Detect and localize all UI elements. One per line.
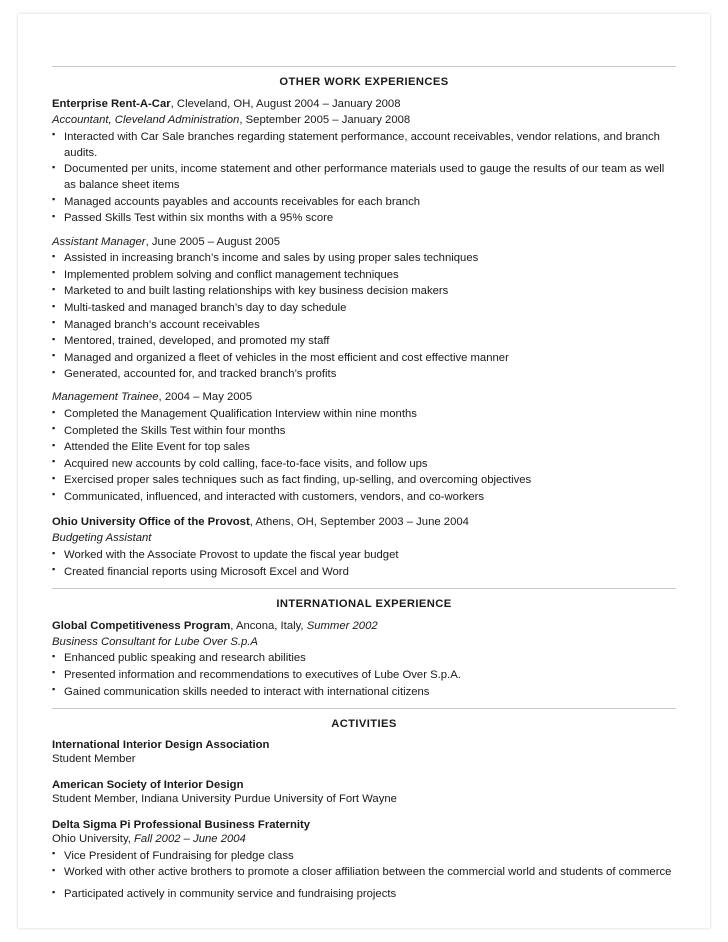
activity-detail [52,832,676,847]
activity-name: International Interior Design Association [52,738,270,751]
role-line-budgeting-assistant [52,531,676,546]
list-item: ▪ Generated, accounted for, and tracked branch’s profits [52,366,676,382]
list-item: ▪ Multi-tasked and managed branch’s day to day schedule [52,300,676,316]
role-line-business-consultant [52,635,676,650]
role-dates: , September 2005 – January 2008 [239,113,411,126]
role-title: Assistant Manager [52,235,146,248]
list-item: ▪ Managed branch’s account receivables [52,317,676,333]
role-title: Management Trainee [52,391,159,404]
activity-group-iida [52,739,676,767]
list-item: ▪ Managed accounts payables and accounts receivables for each branch [52,194,676,210]
section-divider-top [52,66,676,67]
list-item: ▪ Implemented problem solving and conflict management techniques [52,267,676,283]
list-item: ▪ Communicated, influenced, and interacted with customers, vendors, and co-workers [52,489,676,505]
list-item: ▪ Vice President of Fundraising for pledge class [52,848,676,864]
document-content [52,66,676,914]
list-item: ▪ Passed Skills Test within six months with a 95% score [52,210,676,226]
activity-group-asid [52,779,676,807]
role-bullets-business-consultant [52,650,676,699]
role-line-assistant-manager [52,235,676,250]
list-item: ▪ Assisted in increasing branch’s income and sales by using proper sales techniques [52,250,676,266]
role-bullets-assistant-manager [52,250,676,382]
employer-details: , Ancona, Italy, [230,619,307,632]
employer-details: , Cleveland, OH, August 2004 – January 2008 [170,98,401,110]
employer-details: , Athens, OH, September 2003 – June 2004 [249,516,469,529]
list-item: ▪ Presented information and recommendations to executives of Lube Over S.p.A. [52,667,676,683]
employer-dates: Summer 2002 [306,619,378,632]
list-item: ▪ Created financial reports using Microsoft Excel and Word [52,564,676,580]
section-divider-activities [52,708,676,709]
list-item: ▪ Attended the Elite Event for top sales [52,439,676,455]
activity-name: American Society of Interior Design [52,778,244,791]
list-item: ▪ Enhanced public speaking and research abilities [52,650,676,666]
employer-name: Enterprise Rent-A-Car [52,98,171,110]
activity-name: Delta Sigma Pi Professional Business Fraternity [52,819,311,832]
employer-name: Global Competitiveness Program [52,619,231,632]
section-heading-international: INTERNATIONAL EXPERIENCE [276,597,452,610]
experience-entry-provost [52,515,676,579]
list-item: ▪ Exercised proper sales techniques such as fact finding, up-selling, and overcoming objectives [52,472,676,488]
list-item: ▪ Completed the Skills Test within four months [52,423,676,439]
experience-entry-gcp [52,619,676,700]
list-item: ▪ Gained communication skills needed to interact with international citizens [52,684,676,700]
document-sheet [18,14,710,928]
role-line-accountant [52,113,676,128]
section-heading-other-work: OTHER WORK EXPERIENCES [279,76,449,88]
list-item: ▪ Worked with the Associate Provost to update the fiscal year budget [52,547,676,563]
role-title: Budgeting Assistant [52,532,152,545]
activity-detail-text: Ohio University, [52,833,135,846]
list-item: ▪ Participated actively in community service and fundraising projects [52,886,676,902]
list-item: ▪ Documented per units, income statement and other performance materials used to gauge the results of our team as well as balance sheet items [52,161,676,193]
activity-bullets-delta-sigma-pi [52,848,676,903]
role-title: Business Consultant for Lube Over S.p.A [52,635,258,648]
activity-detail: Student Member, Indiana University Purdue University of Fort Wayne [52,792,397,805]
section-divider-international [52,588,676,589]
spacer [52,505,676,515]
list-item: ▪ Mentored, trained, developed, and promoted my staff [52,333,676,349]
role-bullets-budgeting-assistant [52,547,676,580]
list-item: ▪ Marketed to and built lasting relationships with key business decision makers [52,283,676,299]
role-dates: , 2004 – May 2005 [158,391,253,404]
employer-name: Ohio University Office of the Provost [52,516,250,529]
employer-line [52,515,676,530]
activity-detail: Student Member [52,752,136,765]
role-line-management-trainee [52,390,676,405]
activity-detail-dates: Fall 2002 – June 2004 [134,833,246,846]
experience-entry-enterprise [52,97,676,505]
role-bullets-management-trainee [52,406,676,505]
section-heading-activities: ACTIVITIES [331,717,397,730]
list-item: ▪ Worked with other active brothers to promote a closer affiliation between the commercial world and students of commerce [52,864,676,880]
list-item: ▪ Interacted with Car Sale branches regarding statement performance, account receivables, vendor relations, and branch audits. [52,129,676,161]
list-item: ▪ Acquired new accounts by cold calling, face-to-face visits, and follow ups [52,456,676,472]
role-bullets-accountant [52,129,676,227]
role-dates: , June 2005 – August 2005 [145,235,280,248]
list-item: ▪ Completed the Management Qualification Interview within nine months [52,406,676,422]
list-item: ▪ Managed and organized a fleet of vehicles in the most efficient and cost effective manner [52,350,676,366]
employer-line [52,97,676,112]
activity-group-delta-sigma-pi [52,819,676,902]
role-title: Accountant, Cleveland Administration [52,113,240,126]
employer-line [52,619,676,634]
